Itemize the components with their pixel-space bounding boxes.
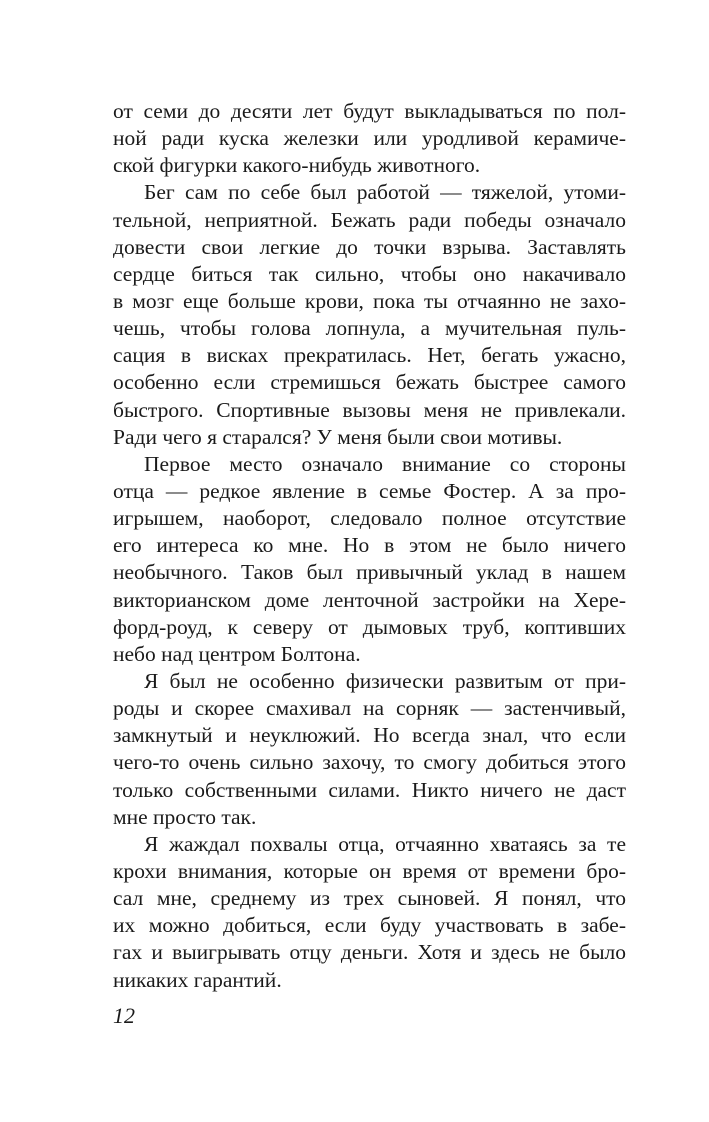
text-line: необычного. Таков был привычный уклад в нашем <box>113 560 626 585</box>
text-line: Первое место означало внимание со стороны <box>144 451 626 476</box>
paragraph <box>113 451 626 668</box>
paragraph <box>113 98 626 179</box>
text-line: сердце биться так сильно, чтобы оно накачивало <box>113 261 626 286</box>
paragraph <box>113 668 626 831</box>
text-line: его интереса ко мне. Но в этом не было ничего <box>113 533 626 558</box>
text-line: небо над центром Болтона. <box>113 641 361 666</box>
text-line: быстрого. Спортивные вызовы меня не привлекали. <box>113 397 626 422</box>
text-line: только собственными силами. Никто ничего не даст <box>113 777 626 802</box>
text-line: их можно добиться, если буду участвовать в забе- <box>113 913 626 938</box>
text-line: замкнутый и неуклюжий. Но всегда знал, что если <box>113 723 626 748</box>
text-line: чешь, чтобы голова лопнула, а мучительная пуль- <box>113 316 626 341</box>
text-line: никаких гарантий. <box>113 967 282 992</box>
text-line: Бег сам по себе был работой — тяжелой, утоми- <box>144 180 626 205</box>
text-line: роды и скорее смахивал на сорняк — застенчивый, <box>113 696 626 721</box>
text-line: Я был не особенно физически развитым от при- <box>144 668 626 693</box>
text-line: игрышем, наоборот, следовало полное отсутствие <box>113 506 626 531</box>
text-line: крохи внимания, которые он время от времени бро- <box>113 858 626 883</box>
text-line: ной ради куска железки или уродливой керамиче- <box>113 126 626 151</box>
text-line: от семи до десяти лет будут выкладываться по пол- <box>113 99 626 123</box>
text-line: гах и выигрывать отцу деньги. Хотя и здесь не было <box>113 940 626 965</box>
text-line: особенно если стремишься бежать быстрее самого <box>113 370 626 395</box>
text-line: отца — редкое явление в семье Фостер. А за про- <box>113 478 626 503</box>
text-line: викторианском доме ленточной застройки на Хере- <box>113 587 626 612</box>
page-number: 12 <box>113 1003 135 1028</box>
text-line: форд-роуд, к северу от дымовых труб, коптивших <box>113 614 626 639</box>
text-line: в мозг еще больше крови, пока ты отчаянно не захо- <box>113 288 626 313</box>
text-line: чего-то очень сильно захочу, то смогу добиться этого <box>113 750 626 775</box>
body-text <box>113 98 626 994</box>
text-line: мне просто так. <box>113 804 257 829</box>
text-line: сация в висках прекратилась. Нет, бегать ужасно, <box>113 343 626 368</box>
paragraph <box>113 831 626 994</box>
text-line: сал мне, среднему из трех сыновей. Я понял, что <box>113 886 626 911</box>
text-line: тельной, неприятной. Бежать ради победы означало <box>113 207 626 232</box>
text-line: ской фигурки какого-нибудь животного. <box>113 153 481 178</box>
paragraph <box>113 179 626 450</box>
text-line: довести свои легкие до точки взрыва. Заставлять <box>113 234 626 259</box>
text-line: Ради чего я старался? У меня были свои мотивы. <box>113 424 563 449</box>
text-line: Я жаждал похвалы отца, отчаянно хватаясь за те <box>144 831 626 856</box>
